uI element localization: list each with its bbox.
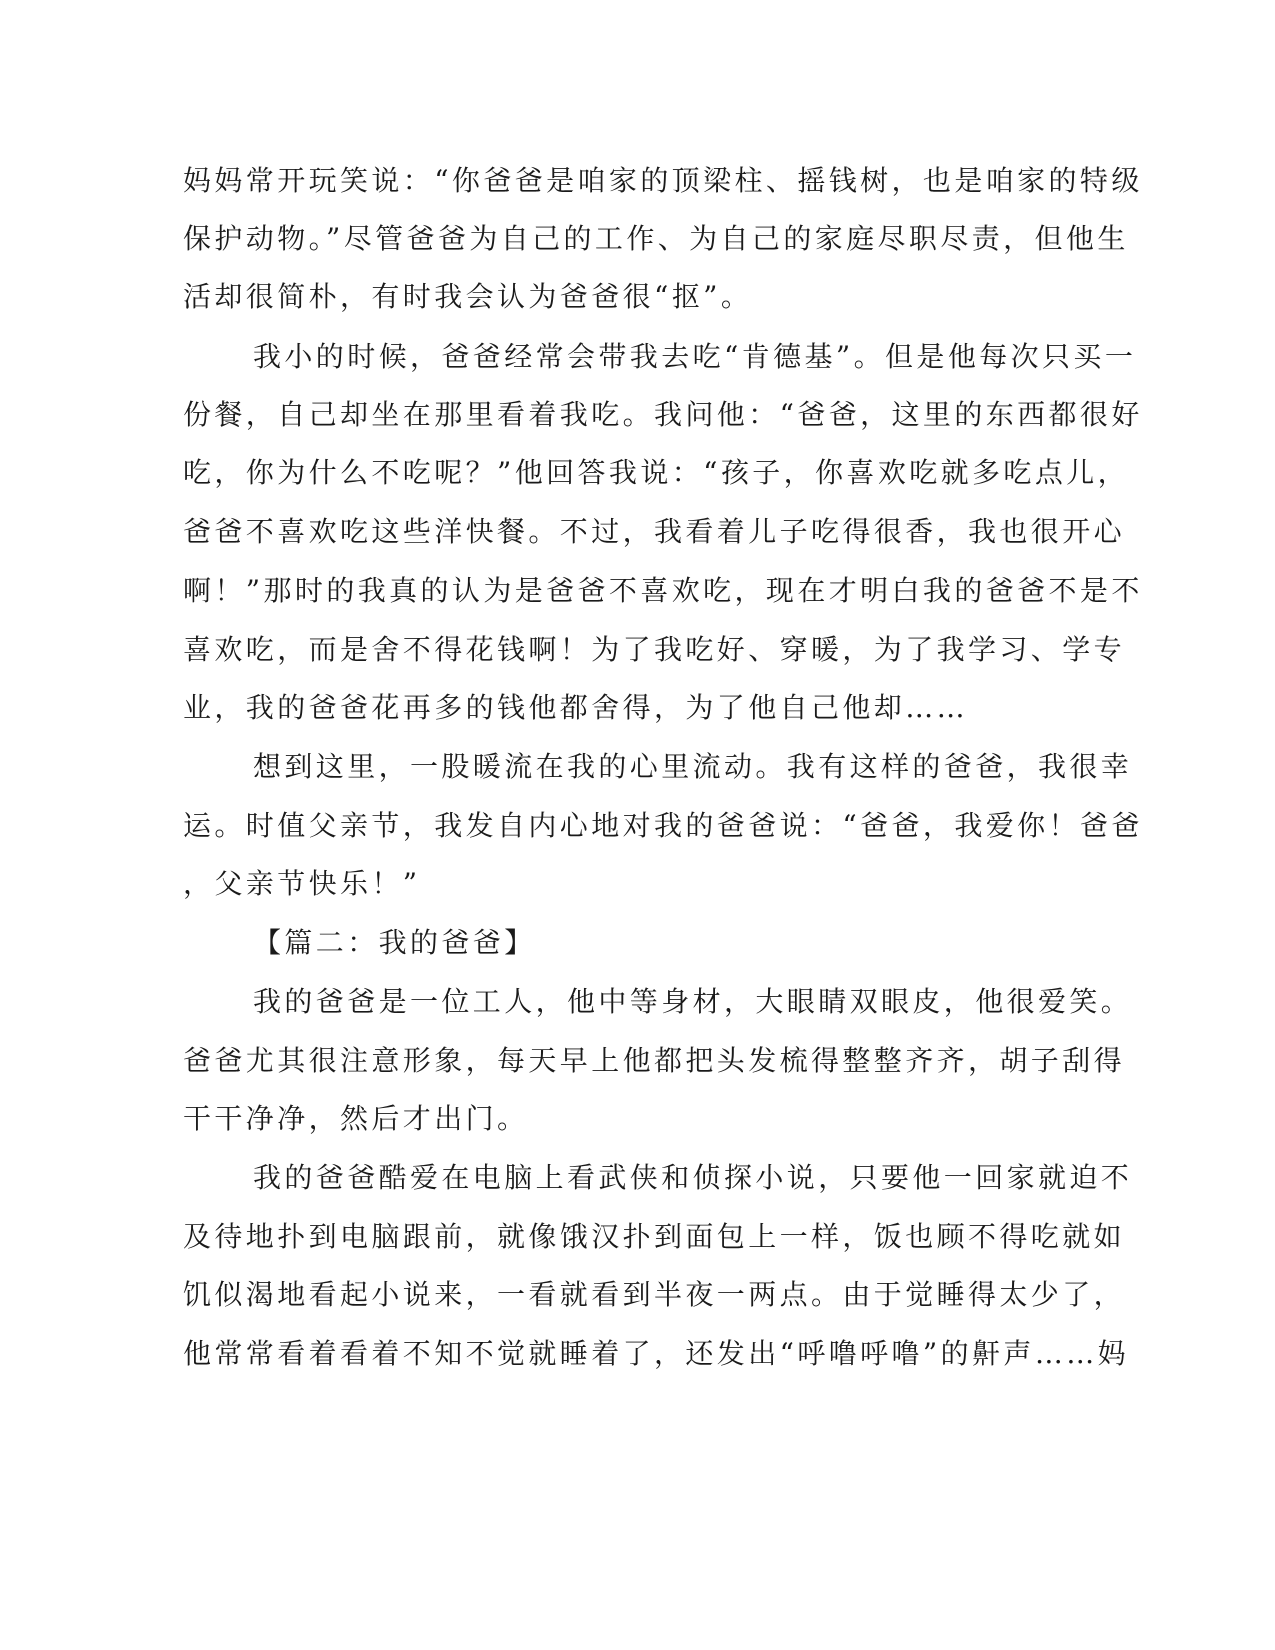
text-line: 活却很简朴，有时我会认为爸爸很“抠”。 [183,280,753,313]
paragraph-start-line: 想到这里，一股暖流在我的心里流动。我有这样的爸爸，我很幸 [253,750,1133,783]
text-line: 饥似渴地看起小说来，一看就看到半夜一两点。由于觉睡得太少了， [183,1278,1126,1311]
paragraph-start-line: 我的爸爸酷爱在电脑上看武侠和侦探小说，只要他一回家就迫不 [253,1161,1133,1194]
text-line: 份餐，自己却坐在那里看着我吃。我问他：“爸爸，这里的东西都很好 [183,398,1143,431]
text-line: 及待地扑到电脑跟前，就像饿汉扑到面包上一样，饭也顾不得吃就如 [183,1220,1126,1253]
text-line: 喜欢吃，而是舍不得花钱啊！为了我吃好、穿暖，为了我学习、学专 [183,633,1126,666]
text-line: 妈妈常开玩笑说：“你爸爸是咱家的顶梁柱、摇钱树，也是咱家的特级 [183,164,1143,197]
paragraph-start-line: 我的爸爸是一位工人，他中等身材，大眼睛双眼皮，他很爱笑。 [253,985,1133,1018]
text-line: 爸爸不喜欢吃这些洋快餐。不过，我看着儿子吃得很香，我也很开心 [183,515,1126,548]
section-heading: 【篇二：我的爸爸】 [253,926,536,959]
text-line: 他常常看着看着不知不觉就睡着了，还发出“呼噜呼噜”的鼾声……妈 [183,1337,1130,1370]
text-line: 业，我的爸爸花再多的钱他都舍得，为了他自己他却…… [183,691,969,724]
text-line: ，父亲节快乐！” [183,867,421,900]
text-line: 保护动物。”尽管爸爸为自己的工作、为自己的家庭尽职尽责，但他生 [183,222,1129,255]
text-line: 干干净净，然后才出门。 [183,1102,529,1135]
text-line: 运。时值父亲节，我发自内心地对我的爸爸说：“爸爸，我爱你！爸爸 [183,809,1143,842]
paragraph-start-line: 我小的时候，爸爸经常会带我去吃“肯德基”。但是他每次只买一 [253,340,1137,373]
text-line: 啊！”那时的我真的认为是爸爸不喜欢吃，现在才明白我的爸爸不是不 [183,574,1143,607]
text-line: 爸爸尤其很注意形象，每天早上他都把头发梳得整整齐齐，胡子刮得 [183,1044,1126,1077]
text-line: 吃，你为什么不吃呢？”他回答我说：“孩子，你喜欢吃就多吃点儿， [183,456,1130,489]
